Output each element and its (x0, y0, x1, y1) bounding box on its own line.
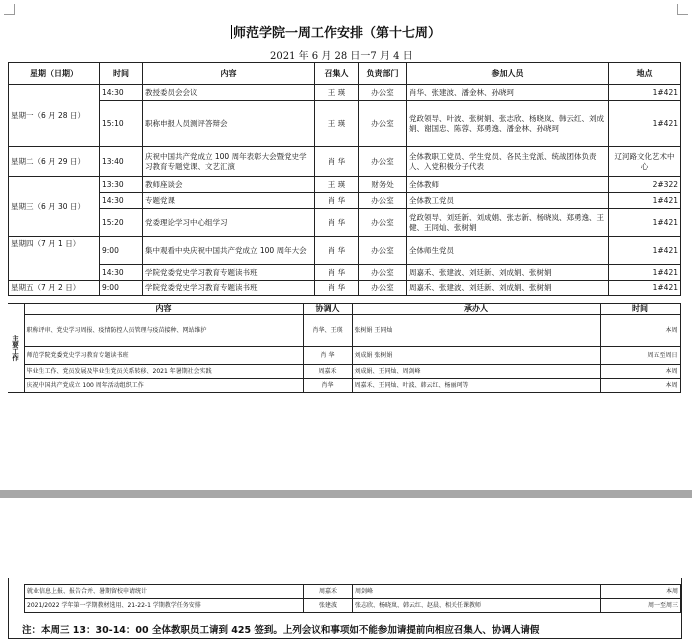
text-cursor (231, 25, 232, 39)
task-coordinator-cell: 肖 华 (303, 347, 352, 365)
content-cell: 专题党课 (143, 193, 315, 209)
content-cell: 职称申报人员测评答辩会 (143, 101, 315, 147)
tasks-side-label: 主要工作 (11, 335, 19, 361)
task-handler-cell: 周嘉禾、王同灿、叶波、韩云红、杨丽珂等 (352, 379, 600, 393)
task-handler-cell: 周剑峰 (353, 585, 601, 599)
tasks-side-label-cell (8, 304, 24, 393)
task-time-cell: 本周 (600, 315, 680, 347)
place-cell: 1#421 (609, 209, 681, 237)
day-cell: 星期二（6 月 29 日） (9, 147, 100, 177)
table-row (9, 237, 681, 265)
dept-cell: 办公室 (359, 193, 407, 209)
table-row (9, 147, 681, 177)
content-cell: 教授委员会会议 (143, 85, 315, 101)
place-cell: 2#322 (609, 177, 681, 193)
time-cell: 15:10 (100, 101, 143, 147)
convener-cell: 王 瑛 (315, 177, 359, 193)
table-row (9, 193, 681, 209)
time-cell: 15:20 (100, 209, 143, 237)
place-cell: 辽河路文化艺术中心 (609, 147, 681, 177)
people-cell: 全体教职工党员、学生党员、各民主党派、统战团体负责人、入党积极分子代表 (407, 147, 609, 177)
task-content-cell: 师范学院党委党史学习教育专题读书班 (24, 347, 303, 365)
people-cell: 全体教师 (407, 177, 609, 193)
tasks-header-content: 内容 (24, 304, 303, 315)
dept-cell: 办公室 (359, 101, 407, 147)
place-cell: 1#421 (609, 193, 681, 209)
content-cell: 党委理论学习中心组学习 (143, 209, 315, 237)
place-cell: 1#421 (609, 265, 681, 281)
dept-cell: 办公室 (359, 85, 407, 101)
tasks-header-time: 时间 (600, 304, 680, 315)
task-content-cell: 2021/2022 学年第一学期教材选用、21-22-1 学期教学任务安排 (25, 599, 304, 613)
place-cell: 1#421 (609, 85, 681, 101)
task-handler-cell: 刘成娟、王同灿、周剑峰 (352, 365, 600, 379)
content-cell: 庆祝中国共产党成立 100 周年表彰大会暨党史学习教育专题党课、文艺汇演 (143, 147, 315, 177)
convener-cell: 肖 华 (315, 147, 359, 177)
dept-cell: 办公室 (359, 237, 407, 265)
header-content: 内容 (143, 63, 315, 85)
time-cell: 9:00 (100, 281, 143, 296)
convener-cell: 王 瑛 (315, 85, 359, 101)
task-content-cell: 庆祝中国共产党成立 100 周年活动组织工作 (24, 379, 303, 393)
dept-cell: 财务处 (359, 177, 407, 193)
task-time-cell: 本周 (601, 585, 681, 599)
time-cell: 14:30 (100, 85, 143, 101)
document-subtitle: 2021 年 6 月 28 日一7 月 4 日 (270, 51, 413, 62)
table-row (9, 209, 681, 237)
content-cell: 学院党委党史学习教育专题读书班 (143, 281, 315, 296)
content-cell: 学院党委党史学习教育专题读书班 (143, 265, 315, 281)
task-handler-cell: 刘成娟 张树娟 (352, 347, 600, 365)
page-corner-mark (4, 4, 15, 15)
dept-cell: 办公室 (359, 265, 407, 281)
table-row (9, 85, 681, 101)
time-cell: 14:30 (100, 265, 143, 281)
task-time-cell: 周一至周三 (601, 599, 681, 613)
time-cell: 13:30 (100, 177, 143, 193)
content-cell: 集中观看中央庆祝中国共产党成立 100 周年大会 (143, 237, 315, 265)
page-break-gap (0, 480, 692, 518)
task-coordinator-cell: 肖华 (303, 379, 352, 393)
people-cell: 党政领导、叶波、张树娟、张志欣、杨晓岚、韩云红、刘成娟、谢国忠、陈蓉、郑勇逸、潘金林、孙晓珂 (407, 101, 609, 147)
people-cell: 肖华、张建波、潘金林、孙晓珂 (407, 85, 609, 101)
convener-cell: 肖 华 (315, 237, 359, 265)
table-row (8, 365, 680, 379)
table-row (9, 281, 681, 296)
page-corner-mark (677, 4, 688, 15)
task-time-cell: 周五至周日 (600, 347, 680, 365)
place-cell: 1#421 (609, 101, 681, 147)
schedule-table (8, 62, 681, 296)
convener-cell: 肖 华 (315, 265, 359, 281)
table-row (9, 265, 681, 281)
dept-cell: 办公室 (359, 209, 407, 237)
content-cell: 教师座谈会 (143, 177, 315, 193)
header-place: 地点 (609, 63, 681, 85)
convener-cell: 王 瑛 (315, 101, 359, 147)
place-cell: 1#421 (609, 281, 681, 296)
page-separator (0, 490, 692, 498)
header-people: 参加人员 (407, 63, 609, 85)
header-convener: 召集人 (315, 63, 359, 85)
day-cell: 星期四（7 月 1 日） (9, 237, 100, 281)
header-time: 时间 (100, 63, 143, 85)
task-handler-cell: 张树娟 王同灿 (352, 315, 600, 347)
task-coordinator-cell: 周嘉禾 (304, 585, 353, 599)
time-cell: 14:30 (100, 193, 143, 209)
schedule-header-row (9, 63, 681, 85)
tasks-header-row (8, 304, 680, 315)
people-cell: 全体教工党员 (407, 193, 609, 209)
document-title: 师范学院一周工作安排（第十七周） (233, 26, 442, 41)
task-handler-cell: 张志欣、杨晓岚、韩云红、赵晨、相关任课教师 (353, 599, 601, 613)
table-row (9, 101, 681, 147)
task-coordinator-cell: 肖华、王瑛 (303, 315, 352, 347)
time-cell: 9:00 (100, 237, 143, 265)
tasks-header-coordinator: 协调人 (303, 304, 352, 315)
place-cell: 1#421 (609, 237, 681, 265)
header-day: 星期（日期） (9, 63, 100, 85)
convener-cell: 肖 华 (315, 209, 359, 237)
people-cell: 党政领导、刘廷新、刘成娟、张志新、杨晓岚、郑勇逸、王健、王同灿、张树娟 (407, 209, 609, 237)
dept-cell: 办公室 (359, 281, 407, 296)
time-cell: 13:40 (100, 147, 143, 177)
task-coordinator-cell: 周嘉禾 (303, 365, 352, 379)
header-dept: 负责部门 (359, 63, 407, 85)
convener-cell: 肖 华 (315, 281, 359, 296)
convener-cell: 肖 华 (315, 193, 359, 209)
people-cell: 周嘉禾、张建波、刘廷新、刘成娟、张树娟 (407, 281, 609, 296)
task-content-cell: 职称评审、党史学习周报、疫情防控人员管理与疫苗接种、网站维护 (24, 315, 303, 347)
table-row (9, 177, 681, 193)
task-time-cell: 本周 (600, 379, 680, 393)
task-time-cell: 本周 (600, 365, 680, 379)
table-row (8, 347, 680, 365)
day-cell: 星期五（7 月 2 日） (9, 281, 100, 296)
people-cell: 全体师生党员 (407, 237, 609, 265)
task-content-cell: 就业信息上报、报告合并、暑期留校申请统计 (25, 585, 304, 599)
day-cell: 星期三（6 月 30 日） (9, 177, 100, 237)
tasks-table (8, 303, 681, 393)
footer-note: 注：本周三 13：30-14：00 全体教职员工请到 425 签到。上列会议和事项如不能参加请提前向相应召集人、协调人请假 (22, 625, 540, 636)
people-cell: 周嘉禾、张建波、刘廷新、刘成娟、张树娟 (407, 265, 609, 281)
document-page-2 (0, 518, 692, 644)
day-cell: 星期一（6 月 28 日） (9, 85, 100, 147)
dept-cell: 办公室 (359, 147, 407, 177)
table-row (8, 315, 680, 347)
tasks-header-handler: 承办人 (352, 304, 600, 315)
task-content-cell: 毕业生工作、党员发展及毕业生党员关系转移、2021 年暑期社会实践 (24, 365, 303, 379)
task-coordinator-cell: 张建波 (304, 599, 353, 613)
table-row (8, 379, 680, 393)
